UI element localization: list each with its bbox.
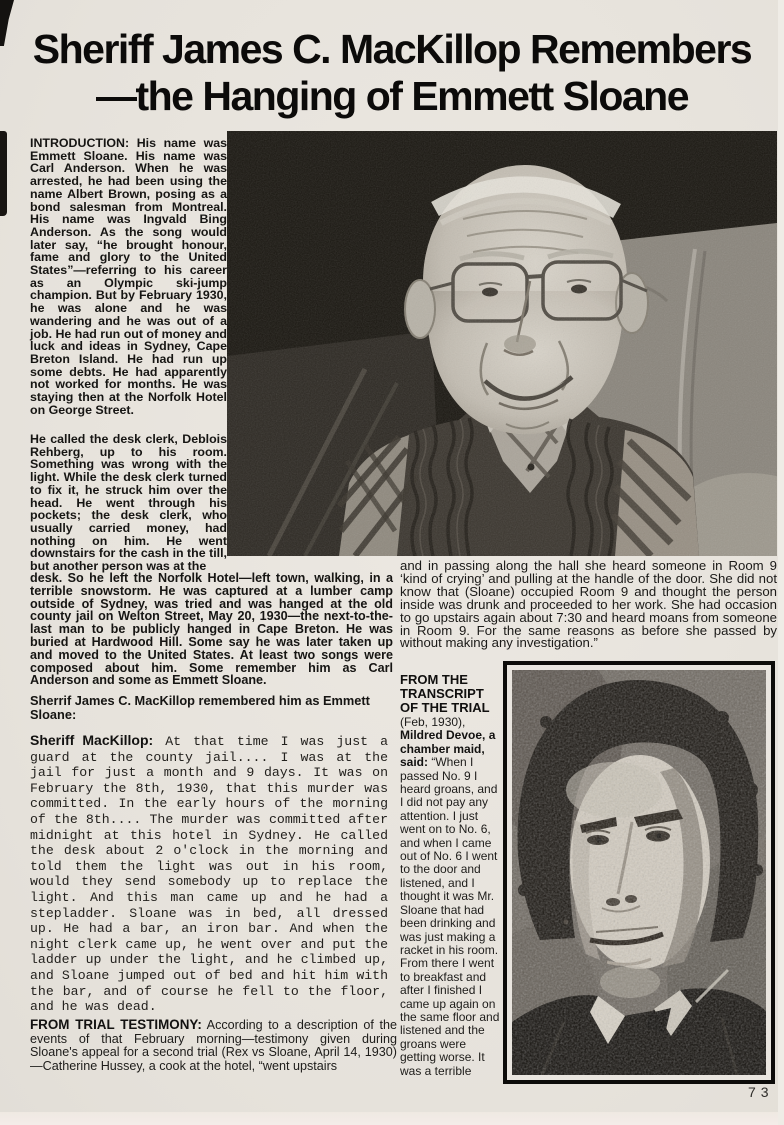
trial-testimony-text: According to a description of the events of that February morning—testimony given during Sloane's appeal for a second trial (Rex vs Sloane, April 14, 1930)—Catherine Hussey, a cook at the hotel, “went upstairs bbox=[30, 1018, 397, 1073]
transcript-heading: FROM THE TRANSCRIPT OF THE TRIAL bbox=[400, 672, 490, 715]
sheriff-portrait-photo bbox=[227, 131, 777, 556]
transcript-witness: Mildred Devoe, a chamber maid, said: bbox=[400, 728, 496, 770]
scan-artifact-left-edge bbox=[0, 131, 7, 216]
transcript-body bbox=[400, 716, 500, 1078]
page-right-edge bbox=[778, 0, 784, 1125]
page-bottom-edge bbox=[0, 1112, 784, 1125]
sheriff-testimony bbox=[30, 733, 388, 1015]
speaker-label: Sheriff MacKillop: bbox=[30, 732, 154, 748]
sheriff-portrait-illustration bbox=[227, 131, 777, 556]
article-title bbox=[0, 26, 784, 120]
trial-testimony-paragraph bbox=[30, 1018, 397, 1073]
sheriff-testimony-text: At that time I was just a guard at the county jail.... I was at the jail for just a month and 9 days. It was on February the 8th, 1930, that this murder was committed. In the early hours of the morning of the 8th.... The murder was committed after midnight at this hotel in Sydney. He called the desk about 2 o'clock in the morning and told them the light was out in his room, would they send somebody up to replace the light. And this man came up and he had a stepladder. Sloane was in bed, all dressed up. He had a bar, an iron bar. And when the night clerk came up, he went over and put the ladder up under the light, and he climbed up, and Sloane jumped out of bed and hit him with the bar, and of course he fell to the floor, and he was dead. bbox=[30, 734, 388, 1015]
introduction-paragraph-2-continued: desk. So he left the Norfolk Hotel—left town, walking, in a terrible snowstorm. He was captured at a lumber camp outside of Sydney, was tried and was hanged at the old county jail on Welton Street, May 20, 1930—the next-to-the-last man to be publicly hanged in Cape Breton. He was buried at Hardwood Hill. Some say he was later taken up and moved to the United States. At least two songs were composed about him. Some remember him as Carl Anderson and some as Emmett Sloane. bbox=[30, 571, 393, 688]
article-title-line2: —the Hanging of Emmett Sloane bbox=[95, 73, 689, 119]
hussey-testimony-continuation: and in passing along the hall she heard someone in Room 9 ‘kind of crying’ and pulling at the handle of the door. She did not know that (Sloane) occupied Room 9 and thought the person inside was drunk and proceeded to her work. She had occasion to go upstairs again about 7:30 and heard moans from someone in Room 9. For the same reasons as before she passed by without making any investigation.” bbox=[400, 558, 777, 651]
transcript-date: (Feb, 1930), bbox=[400, 715, 466, 729]
sloane-portrait-photo bbox=[512, 670, 766, 1075]
introduction-paragraph: INTRODUCTION: His name was Emmett Sloane. His name was Carl Anderson. When he was arrested, he had been using the name Albert Brown, posing as a bond salesman from Montreal. His name was Ingvald Bing Anderson. As the song would later say, “he brought honour, fame and glory to the United States”—referring to his career as an Olympic ski-jump champion. But by February 1930, he was alone and he was wandering and he was out of a job. He had run out of money and luck and ideas in Sydney, Cape Breton Island. He had run up some debts. He had apparently not worked for months. He was staying then at the Norfolk Hotel on George Street. bbox=[30, 136, 227, 417]
trial-testimony-label: FROM TRIAL TESTIMONY: bbox=[30, 1017, 202, 1032]
attribution-line: Sherrif James C. MacKillop remembered him as Emmett Sloane: bbox=[30, 693, 370, 722]
transcript-column bbox=[400, 673, 500, 1078]
introduction-paragraph-2: He called the desk clerk, Deblois Rehberg, up to his room. Something was wrong with the light. While the desk clerk turned to fix it, he struck him over the head. He went through his pockets; the desk clerk, who usually carried money, had nothing on him. He went downstairs for the cash in the till, but another person was at the bbox=[30, 432, 227, 574]
page-number: 73 bbox=[748, 1084, 774, 1100]
transcript-quote: “When I passed No. 9 I heard groans, and I did not pay any attention. I just went on to No. 6, and when I came out of No. 6 I went to the door and listened, and I thought it was Mr. Sloane that had been drinking and was just making a racket in his room. From there I went to breakfast and after I finished I came up again on the same floor and listened and the groans were getting worse. It was a terrible bbox=[400, 755, 500, 1078]
article-title-line1: Sheriff James C. MacKillop Remembers bbox=[32, 26, 752, 72]
sloane-portrait-illustration bbox=[512, 670, 766, 1075]
sloane-photo-frame bbox=[503, 661, 775, 1084]
